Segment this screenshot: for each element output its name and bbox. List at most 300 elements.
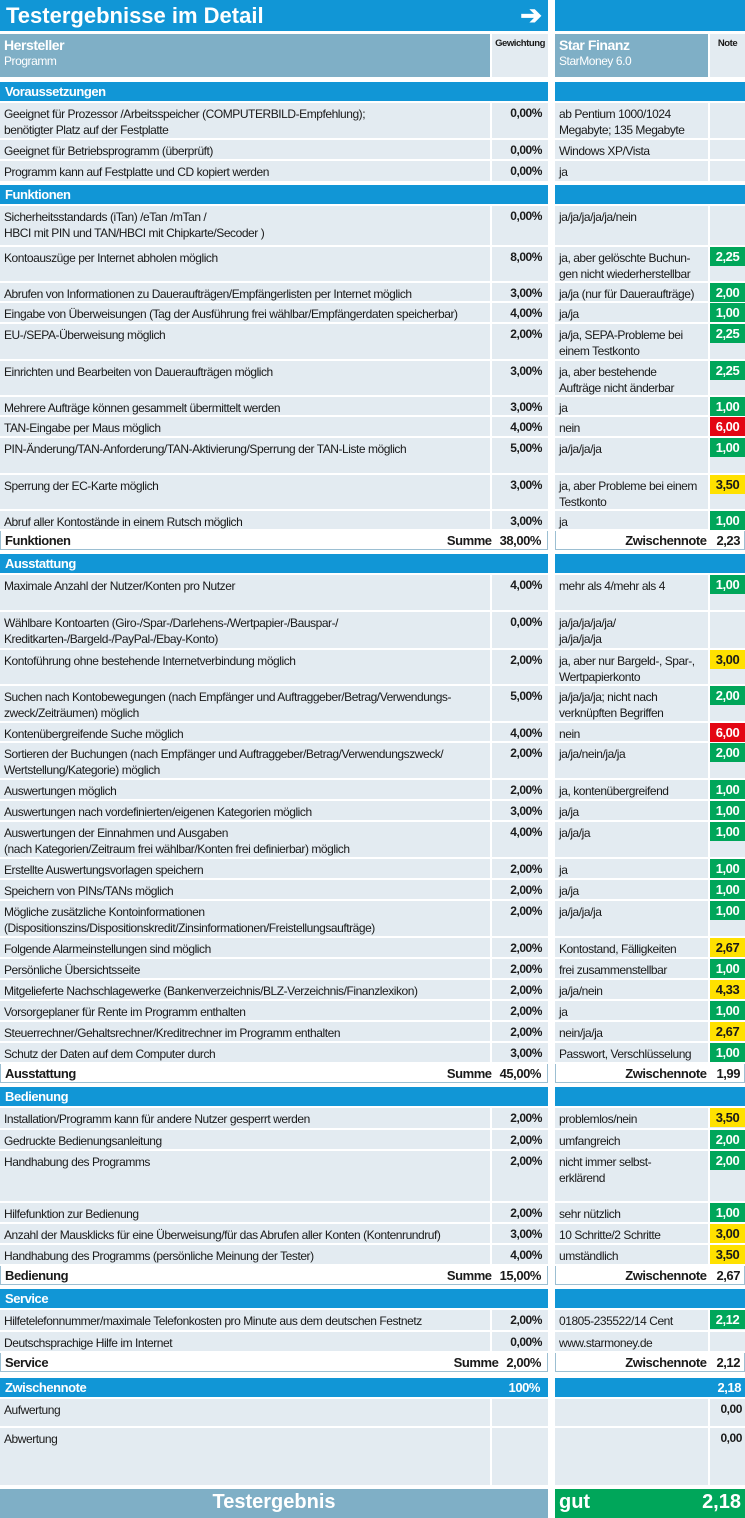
total-note: 2,18: [555, 1378, 745, 1397]
grade-cell: [710, 1108, 745, 1128]
grade-cell: [710, 324, 745, 359]
table-row: [0, 511, 745, 529]
criterion-label: Schutz der Daten auf dem Computer durch: [0, 1043, 490, 1062]
criterion-label: Abruf aller Kontostände in einem Rutsch möglich: [0, 511, 490, 529]
summary-label: Funktionen: [5, 532, 71, 548]
grade-badge: 2,00: [710, 686, 745, 705]
table-row: [0, 1245, 745, 1264]
criterion-result: ab Pentium 1000/1024 Megabyte; 135 Megabyte: [555, 103, 708, 138]
section-title: Voraussetzungen: [0, 82, 548, 101]
criterion-weight: 0,00%: [492, 206, 548, 245]
summary-left: [0, 1064, 548, 1083]
grade-cell: [710, 283, 745, 301]
grade-badge: 1,00: [710, 575, 745, 594]
criterion-weight: 0,00%: [492, 612, 548, 648]
grade-badge: 3,00: [710, 1224, 745, 1243]
criterion-result: 10 Schritte/2 Schritte: [555, 1224, 708, 1243]
sum-label: Summe: [446, 532, 492, 548]
section-header: [0, 185, 745, 204]
zwischennote-value: 1,99: [716, 1065, 740, 1081]
table-row: [0, 1130, 745, 1149]
criterion-result: 01805-235522/14 Cent: [555, 1310, 708, 1330]
summary-left: [0, 531, 548, 550]
note-label: Note: [710, 34, 745, 77]
table-row: [0, 980, 745, 999]
grade-badge: 3,00: [710, 650, 745, 669]
table-row: [0, 938, 745, 957]
summary-label: Bedienung: [5, 1267, 69, 1283]
sum-value: 45,00%: [499, 1065, 541, 1081]
grade-badge: 2,67: [710, 938, 745, 957]
section-header: [0, 1087, 745, 1106]
section-header: [0, 554, 745, 573]
criterion-weight: 2,00%: [492, 1022, 548, 1041]
criterion-result: ja: [555, 859, 708, 878]
criterion-label: EU-/SEPA-Überweisung möglich: [0, 324, 490, 359]
section-header-right: [555, 185, 745, 204]
criterion-result: ja: [555, 511, 708, 529]
criterion-result: nein/ja/ja: [555, 1022, 708, 1041]
criterion-label: Wählbare Kontoarten (Giro-/Spar-/Darlehens-/Wertpapier-/Bauspar-/ Kreditkarten-/Bargeld-/PayPal-/Ebay-Konto): [0, 612, 490, 648]
table-row: [0, 575, 745, 610]
grade-badge: 2,00: [710, 1151, 745, 1170]
summary-left: [0, 1266, 548, 1285]
criterion-label: Programm kann auf Festplatte und CD kopiert werden: [0, 161, 490, 181]
table-row: [0, 959, 745, 978]
criterion-label: Handhabung des Programms (persönliche Meinung der Tester): [0, 1245, 490, 1264]
total-label: Zwischennote: [5, 1380, 87, 1395]
criterion-label: Abrufen von Informationen zu Daueraufträgen/Empfängerlisten per Internet möglich: [0, 283, 490, 301]
section-title: Funktionen: [0, 185, 548, 204]
criterion-label: Steuerrechner/Gehaltsrechner/Kreditrechner im Programm enthalten: [0, 1022, 490, 1041]
table-row: [0, 361, 745, 395]
summary-right: [555, 531, 745, 550]
table-row: [0, 859, 745, 878]
criterion-weight: 2,00%: [492, 859, 548, 878]
zwischennote-value: 2,23: [716, 532, 740, 548]
grade-cell: [710, 801, 745, 820]
summary-right: [555, 1064, 745, 1083]
criterion-result: ja/ja/ja/ja: [555, 901, 708, 936]
criterion-label: Vorsorgeplaner für Rente im Programm enthalten: [0, 1001, 490, 1020]
grade-badge: 2,25: [710, 361, 745, 380]
criterion-weight: 2,00%: [492, 901, 548, 936]
table-row: [0, 206, 745, 245]
criterion-label: Mitgelieferte Nachschlagewerke (Bankenverzeichnis/BLZ-Verzeichnis/Finanzlexikon): [0, 980, 490, 999]
criterion-weight: 2,00%: [492, 1001, 548, 1020]
section-header-right: [555, 1087, 745, 1106]
criterion-label: Gedruckte Bedienungsanleitung: [0, 1130, 490, 1149]
table-row: [0, 1332, 745, 1351]
criterion-label: Mögliche zusätzliche Kontoinformationen (Dispositionszins/Dispositionskredit/Zinsinformationen/Freistellungsaufträge): [0, 901, 490, 936]
grade-cell: [710, 575, 745, 610]
grade-cell: [710, 206, 745, 245]
criterion-weight: 2,00%: [492, 938, 548, 957]
table-row: [0, 397, 745, 415]
criterion-label: PIN-Änderung/TAN-Anforderung/TAN-Aktivierung/Sperrung der TAN-Liste möglich: [0, 438, 490, 473]
criterion-label: Auswertungen der Einnahmen und Ausgaben (nach Kategorien/Zeitraum frei wählbar/Konten frei definierbar) möglich: [0, 822, 490, 857]
results-table: [0, 82, 745, 1372]
grade-cell: [710, 438, 745, 473]
grade-cell: [710, 901, 745, 936]
grade-badge: 3,50: [710, 1245, 745, 1264]
criterion-result: nicht immer selbst- erklärend: [555, 1151, 708, 1201]
criterion-result: ja, aber bestehende Aufträge nicht änderbar: [555, 361, 708, 395]
table-row: [0, 103, 745, 138]
criterion-result: ja/ja, SEPA-Probleme bei einem Testkonto: [555, 324, 708, 359]
section-title: Service: [0, 1289, 548, 1308]
criterion-result: Kontostand, Fälligkeiten: [555, 938, 708, 957]
sum-label: Summe: [453, 1354, 499, 1370]
criterion-weight: 5,00%: [492, 438, 548, 473]
table-row: [0, 612, 745, 648]
grade-badge: 6,00: [710, 417, 745, 436]
result-note: 2,18: [702, 1491, 741, 1513]
gewichtung-label: Gewichtung: [492, 34, 548, 77]
summary-row: [0, 1353, 745, 1372]
table-row: [0, 140, 745, 159]
criterion-weight: 4,00%: [492, 575, 548, 610]
criterion-weight: 2,00%: [492, 324, 548, 359]
zwischennote-label: Zwischennote: [625, 1267, 707, 1283]
grade-badge: 1,00: [710, 397, 745, 416]
adjustment-row: [0, 1428, 745, 1485]
table-row: [0, 822, 745, 857]
zwischennote-label: Zwischennote: [625, 1065, 707, 1081]
grade-badge: 2,00: [710, 283, 745, 302]
grade-cell: [710, 780, 745, 799]
grade-cell: [710, 103, 745, 138]
criterion-result: sehr nützlich: [555, 1203, 708, 1222]
grade-badge: 1,00: [710, 438, 745, 457]
criterion-weight: 2,00%: [492, 959, 548, 978]
criterion-label: Einrichten und Bearbeiten von Daueraufträgen möglich: [0, 361, 490, 395]
table-row: [0, 1310, 745, 1330]
criterion-label: Hilfetelefonnummer/maximale Telefonkosten pro Minute aus dem deutschen Festnetz: [0, 1310, 490, 1330]
zwischennote-value: 2,67: [716, 1267, 740, 1283]
total-weight: 100%: [508, 1380, 540, 1395]
criterion-weight: 3,00%: [492, 1224, 548, 1243]
criterion-label: Auswertungen möglich: [0, 780, 490, 799]
grade-badge: 1,00: [710, 1001, 745, 1020]
criterion-weight: 2,00%: [492, 650, 548, 684]
grade-cell: [710, 140, 745, 159]
section-header: [0, 82, 745, 101]
criterion-result: nein: [555, 417, 708, 436]
zwischennote-value: 2,12: [716, 1354, 740, 1370]
grade-cell: [710, 1332, 745, 1351]
criterion-weight: 2,00%: [492, 880, 548, 899]
section-header-right: [555, 82, 745, 101]
table-row: [0, 417, 745, 436]
criterion-label: Hilfefunktion zur Bedienung: [0, 1203, 490, 1222]
criterion-result: ja: [555, 161, 708, 181]
grade-badge: 3,50: [710, 1108, 745, 1127]
criterion-label: Kontoführung ohne bestehende Internetverbindung möglich: [0, 650, 490, 684]
criterion-label: Persönliche Übersichtsseite: [0, 959, 490, 978]
grade-cell: [710, 397, 745, 415]
grade-cell: [710, 511, 745, 529]
criterion-label: Geeignet für Betriebsprogramm (überprüft): [0, 140, 490, 159]
summary-right: [555, 1266, 745, 1285]
criterion-result: ja/ja: [555, 801, 708, 820]
grade-badge: 1,00: [710, 880, 745, 899]
table-row: [0, 1001, 745, 1020]
grade-cell: [710, 1310, 745, 1330]
criterion-result: ja/ja/ja/ja/ja/ ja/ja/ja/ja: [555, 612, 708, 648]
section-header: [0, 1289, 745, 1308]
criterion-label: Sicherheitsstandards (iTan) /eTan /mTan / HBCI mit PIN und TAN/HBCI mit Chipkarte/Secoder ): [0, 206, 490, 245]
grade-badge: 1,00: [710, 780, 745, 799]
adjustment-note: 0,00: [710, 1399, 745, 1426]
criterion-label: Auswertungen nach vordefinierten/eigenen Kategorien möglich: [0, 801, 490, 820]
criterion-result: Passwort, Verschlüsselung: [555, 1043, 708, 1062]
criterion-label: Eingabe von Überweisungen (Tag der Ausführung frei wählbar/Empfängerdaten speicherbar): [0, 303, 490, 322]
grade-badge: 6,00: [710, 723, 745, 742]
section-title: Ausstattung: [0, 554, 548, 573]
criterion-weight: 0,00%: [492, 1332, 548, 1351]
criterion-weight: 2,00%: [492, 743, 548, 778]
criterion-label: Mehrere Aufträge können gesammelt übermittelt werden: [0, 397, 490, 415]
criterion-weight: 8,00%: [492, 247, 548, 281]
grade-cell: [710, 1245, 745, 1264]
table-row: [0, 743, 745, 778]
criterion-result: www.starmoney.de: [555, 1332, 708, 1351]
criterion-weight: 3,00%: [492, 283, 548, 301]
grade-cell: [710, 859, 745, 878]
grade-badge: 1,00: [710, 1043, 745, 1062]
adjustment-value: [555, 1399, 708, 1426]
criterion-label: Deutschsprachige Hilfe im Internet: [0, 1332, 490, 1351]
criterion-weight: 4,00%: [492, 1245, 548, 1264]
criterion-result: ja, aber gelöschte Buchun- gen nicht wiederherstellbar: [555, 247, 708, 281]
sum-value: 38,00%: [499, 532, 541, 548]
manufacturer-name: Star Finanz: [559, 37, 630, 53]
zwischennote-label: Zwischennote: [625, 1354, 707, 1370]
criterion-label: Erstellte Auswertungsvorlagen speichern: [0, 859, 490, 878]
criterion-weight: 3,00%: [492, 361, 548, 395]
criterion-weight: 5,00%: [492, 686, 548, 721]
grade-cell: [710, 686, 745, 721]
page-title: Testergebnisse im Detail: [6, 2, 264, 28]
table-row: [0, 901, 745, 936]
table-row: [0, 1043, 745, 1062]
criterion-weight: 2,00%: [492, 1108, 548, 1128]
result-label: Testergebnis: [0, 1489, 548, 1518]
criterion-label: Kontenübergreifende Suche möglich: [0, 723, 490, 741]
criterion-result: ja, aber nur Bargeld-, Spar-, Wertpapierkonto: [555, 650, 708, 684]
criterion-weight: 4,00%: [492, 822, 548, 857]
criterion-label: Anzahl der Mausklicks für eine Überweisung/für das Abrufen aller Konten (Kontenrundruf): [0, 1224, 490, 1243]
criterion-result: ja, kontenübergreifend: [555, 780, 708, 799]
criterion-weight: 4,00%: [492, 303, 548, 322]
grade-cell: [710, 247, 745, 281]
criterion-label: Geeignet für Prozessor /Arbeitsspeicher (COMPUTERBILD-Empfehlung); benötigter Platz auf der Festplatte: [0, 103, 490, 138]
criterion-weight: 3,00%: [492, 397, 548, 415]
grade-cell: [710, 1001, 745, 1020]
criterion-result: ja/ja/ja/ja: [555, 438, 708, 473]
table-row: [0, 438, 745, 473]
criterion-result: ja/ja: [555, 303, 708, 322]
summary-right: [555, 1353, 745, 1372]
grade-badge: 1,00: [710, 1203, 745, 1222]
table-row: [0, 161, 745, 181]
grade-cell: [710, 1151, 745, 1201]
criterion-result: nein: [555, 723, 708, 741]
adjustment-weight: [492, 1428, 548, 1485]
grade-cell: [710, 980, 745, 999]
criterion-label: Installation/Programm kann für andere Nutzer gesperrt werden: [0, 1108, 490, 1128]
arrow-right-icon[interactable]: ➔: [520, 0, 542, 30]
grade-badge: 1,00: [710, 901, 745, 920]
grade-cell: [710, 938, 745, 957]
table-row: [0, 1151, 745, 1201]
sum-value: 15,00%: [499, 1267, 541, 1283]
adjustment-note: 0,00: [710, 1428, 745, 1485]
grade-badge: 1,00: [710, 822, 745, 841]
sum-value: 2,00%: [506, 1354, 541, 1370]
grade-cell: [710, 1130, 745, 1149]
table-row: [0, 247, 745, 281]
grade-badge: 1,00: [710, 303, 745, 322]
criterion-weight: 2,00%: [492, 1203, 548, 1222]
criterion-label: Sortieren der Buchungen (nach Empfänger und Auftraggeber/Betrag/Verwendungszweck/ Wertstellung/Kategorie) möglich: [0, 743, 490, 778]
grade-cell: [710, 743, 745, 778]
table-row: [0, 1108, 745, 1128]
zwischennote-label: Zwischennote: [625, 532, 707, 548]
criterion-result: ja: [555, 1001, 708, 1020]
table-row: [0, 1224, 745, 1243]
adjustment-value: [555, 1428, 708, 1485]
criterion-weight: 2,00%: [492, 780, 548, 799]
grade-cell: [710, 417, 745, 436]
summary-label: Ausstattung: [5, 1065, 76, 1081]
criterion-label: Speichern von PINs/TANs möglich: [0, 880, 490, 899]
grade-cell: [710, 1043, 745, 1062]
section-title: Bedienung: [0, 1087, 548, 1106]
grade-cell: [710, 959, 745, 978]
criterion-result: frei zusammenstellbar: [555, 959, 708, 978]
criterion-label: Suchen nach Kontobewegungen (nach Empfänger und Auftraggeber/Betrag/Verwendungs- zweck/Zeiträumen) möglich: [0, 686, 490, 721]
adjustment-label: Aufwertung: [0, 1399, 490, 1426]
criterion-result: ja/ja (nur für Daueraufträge): [555, 283, 708, 301]
criterion-weight: 0,00%: [492, 103, 548, 138]
criterion-weight: 3,00%: [492, 511, 548, 529]
grade-cell: [710, 723, 745, 741]
criterion-weight: 3,00%: [492, 475, 548, 509]
grade-cell: [710, 1022, 745, 1041]
total-row: [0, 1378, 745, 1397]
criterion-result: ja/ja: [555, 880, 708, 899]
section-header-right: [555, 1289, 745, 1308]
adjustment-row: [0, 1399, 745, 1426]
criterion-result: ja/ja/nein: [555, 980, 708, 999]
grade-cell: [710, 1224, 745, 1243]
grade-badge: 2,67: [710, 1022, 745, 1041]
section-header-right: [555, 554, 745, 573]
criterion-result: mehr als 4/mehr als 4: [555, 575, 708, 610]
criterion-result: umständlich: [555, 1245, 708, 1264]
table-row: [0, 324, 745, 359]
grade-cell: [710, 361, 745, 395]
programm-label: Programm: [4, 54, 57, 68]
sum-label: Summe: [446, 1065, 492, 1081]
criterion-weight: 2,00%: [492, 980, 548, 999]
criterion-result: ja: [555, 397, 708, 415]
grade-cell: [710, 612, 745, 648]
program-name: StarMoney 6.0: [559, 54, 632, 68]
sum-label: Summe: [446, 1267, 492, 1283]
summary-row: [0, 1064, 745, 1083]
criterion-label: Folgende Alarmeinstellungen sind möglich: [0, 938, 490, 957]
grade-cell: [710, 303, 745, 322]
grade-badge: 2,25: [710, 324, 745, 343]
table-header: [0, 34, 745, 77]
grade-cell: [710, 822, 745, 857]
grade-badge: 1,00: [710, 511, 745, 530]
criterion-result: problemlos/nein: [555, 1108, 708, 1128]
criterion-label: Kontoauszüge per Internet abholen möglich: [0, 247, 490, 281]
table-row: [0, 723, 745, 741]
criterion-result: ja/ja/ja/ja/ja/nein: [555, 206, 708, 245]
grade-badge: 1,00: [710, 801, 745, 820]
table-row: [0, 475, 745, 509]
criterion-label: Sperrung der EC-Karte möglich: [0, 475, 490, 509]
table-row: [0, 780, 745, 799]
grade-cell: [710, 880, 745, 899]
criterion-result: ja/ja/nein/ja/ja: [555, 743, 708, 778]
criterion-weight: 3,00%: [492, 1043, 548, 1062]
adjustment-label: Abwertung: [0, 1428, 490, 1485]
criterion-label: TAN-Eingabe per Maus möglich: [0, 417, 490, 436]
grade-badge: 3,50: [710, 475, 745, 494]
grade-badge: 1,00: [710, 859, 745, 878]
grade-badge: 1,00: [710, 959, 745, 978]
table-row: [0, 1022, 745, 1041]
table-row: [0, 801, 745, 820]
criterion-result: Windows XP/Vista: [555, 140, 708, 159]
result-verdict: gut: [559, 1491, 591, 1513]
summary-row: [0, 1266, 745, 1285]
summary-left: [0, 1353, 548, 1372]
criterion-weight: 2,00%: [492, 1310, 548, 1330]
criterion-weight: 0,00%: [492, 140, 548, 159]
criterion-label: Handhabung des Programms: [0, 1151, 490, 1201]
grade-badge: 4,33: [710, 980, 745, 999]
grade-cell: [710, 475, 745, 509]
table-row: [0, 303, 745, 322]
grade-badge: 2,12: [710, 1310, 745, 1329]
title-bar: [0, 0, 745, 31]
table-row: [0, 880, 745, 899]
criterion-label: Maximale Anzahl der Nutzer/Konten pro Nutzer: [0, 575, 490, 610]
table-row: [0, 686, 745, 721]
criterion-result: ja/ja/ja/ja; nicht nach verknüpften Begriffen: [555, 686, 708, 721]
criterion-weight: 4,00%: [492, 723, 548, 741]
grade-cell: [710, 161, 745, 181]
summary-label: Service: [5, 1354, 49, 1370]
table-row: [0, 650, 745, 684]
criterion-weight: 0,00%: [492, 161, 548, 181]
table-row: [0, 283, 745, 301]
grade-badge: 2,25: [710, 247, 745, 266]
summary-row: [0, 531, 745, 550]
criterion-weight: 3,00%: [492, 801, 548, 820]
grade-badge: 2,00: [710, 1130, 745, 1149]
criterion-result: umfangreich: [555, 1130, 708, 1149]
final-result: [0, 1489, 745, 1518]
criterion-weight: 4,00%: [492, 417, 548, 436]
